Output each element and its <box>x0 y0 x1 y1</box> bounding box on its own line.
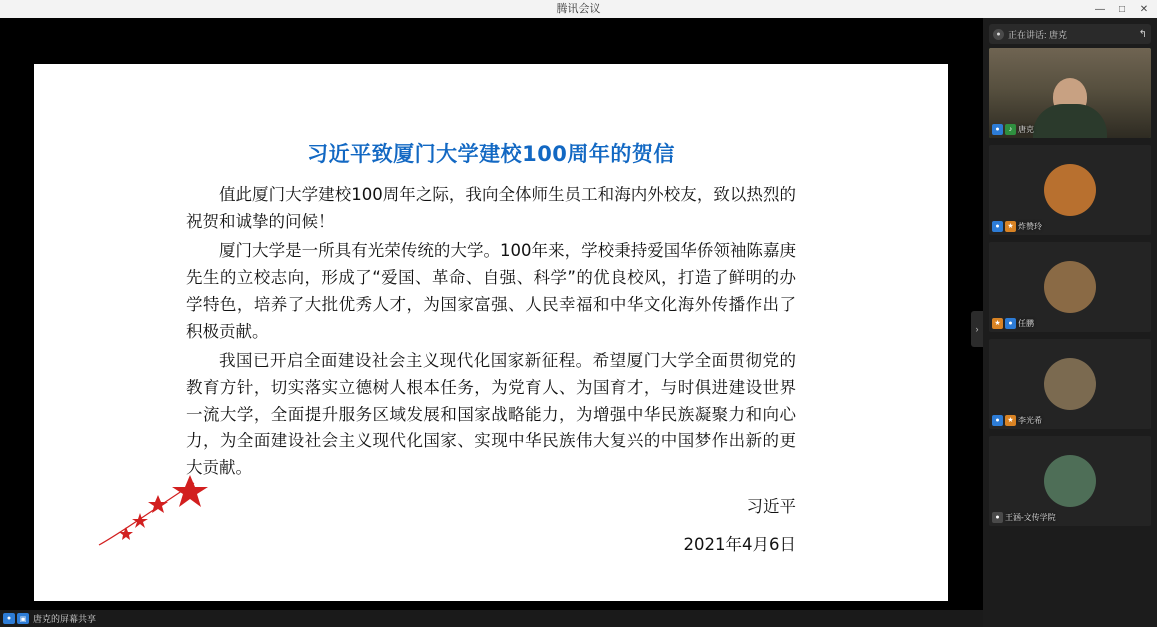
participant-tile-0[interactable] <box>989 48 1151 138</box>
slide-signature: 习近平 <box>746 496 796 516</box>
nameplate <box>992 317 1034 329</box>
window-controls <box>1089 0 1155 18</box>
stars-decoration <box>94 469 224 549</box>
window-title: 腾讯会议 <box>556 3 601 15</box>
participant-tile-3[interactable] <box>989 339 1151 429</box>
mic-icon: ● <box>993 29 1004 40</box>
active-speaker-bar[interactable] <box>989 24 1151 44</box>
participant-name: 王涵-文传学院 <box>1005 512 1056 522</box>
slide-paragraph-1: 值此厦门大学建校100周年之际，我向全体师生员工和海内外校友，致以热烈的祝贺和诚挚的问候！ <box>186 185 796 231</box>
participant-name: 李光希 <box>1018 415 1042 425</box>
shared-screen-stage[interactable] <box>0 18 983 627</box>
participant-name: 唐克 <box>1018 124 1034 134</box>
slide-title: 习近平致厦门大学建校100周年的贺信 <box>307 142 675 166</box>
nameplate <box>992 511 1056 523</box>
participant-tile-1[interactable] <box>989 145 1151 235</box>
close-button[interactable]: ✕ <box>1139 3 1149 15</box>
slide-paragraph-2: 厦门大学是一所具有光荣传统的大学。100年来，学校秉持爱国华侨领袖陈嘉庚先生的立校志向，形成了“爱国、革命、自强、科学”的优良校风，打造了鲜明的办学特色，培养了大批优秀人才，为国家富强、人民幸福和中华文化海外传播作出了积极贡献。 <box>186 241 796 341</box>
slide-paragraph-3: 我国已开启全面建设社会主义现代化国家新征程。希望厦门大学全面贯彻党的教育方针，切实落实立德树人根本任务，为党育人、为国育才，与时俱进建设世界一流大学，全面提升服务区域发展和国家战略能力，为增强中华民族凝聚力和向心力，为全面建设社会主义现代化国家、实现中华民族伟大复兴的中国梦作出新的更大贡献。 <box>186 351 796 478</box>
mic-on-icon: ♪ <box>1005 124 1016 135</box>
maximize-button[interactable]: □ <box>1118 3 1126 15</box>
slide-body <box>186 182 796 482</box>
arrow-back-icon[interactable]: ↰ <box>1138 28 1147 40</box>
host-icon: ★ <box>1005 221 1016 232</box>
mic-icon: ● <box>1005 318 1016 329</box>
title-bar <box>0 0 1157 19</box>
nameplate <box>992 220 1042 232</box>
screen-share-status-bar <box>0 610 986 627</box>
person-icon: ● <box>992 221 1003 232</box>
nameplate <box>992 123 1034 135</box>
participant-name: 任鹏 <box>1018 318 1034 328</box>
participant-name: 炸赞玲 <box>1018 221 1042 231</box>
person-icon: ● <box>992 124 1003 135</box>
participant-tiles <box>989 48 1151 533</box>
chevron-right-icon[interactable]: › <box>971 311 983 347</box>
presentation-slide <box>34 64 948 601</box>
person-icon: ● <box>992 415 1003 426</box>
active-speaker-label: 正在讲话: 唐克 <box>1008 29 1068 40</box>
person-icon: ● <box>3 613 15 624</box>
avatar <box>1044 164 1096 216</box>
host-icon: ★ <box>1005 415 1016 426</box>
avatar <box>1044 261 1096 313</box>
participant-tile-2[interactable] <box>989 242 1151 332</box>
screen-share-icon: ▣ <box>17 613 29 624</box>
participants-panel <box>983 18 1157 627</box>
host-icon: ★ <box>992 318 1003 329</box>
screen-share-status-text: 唐克的屏幕共享 <box>33 614 97 624</box>
avatar <box>1044 455 1096 507</box>
mic-icon: ● <box>992 512 1003 523</box>
nameplate <box>992 414 1042 426</box>
participant-tile-4[interactable] <box>989 436 1151 526</box>
avatar <box>1044 358 1096 410</box>
video-body <box>1033 104 1107 138</box>
slide-date: 2021年4月6日 <box>683 535 796 555</box>
minimize-button[interactable]: — <box>1095 3 1105 15</box>
